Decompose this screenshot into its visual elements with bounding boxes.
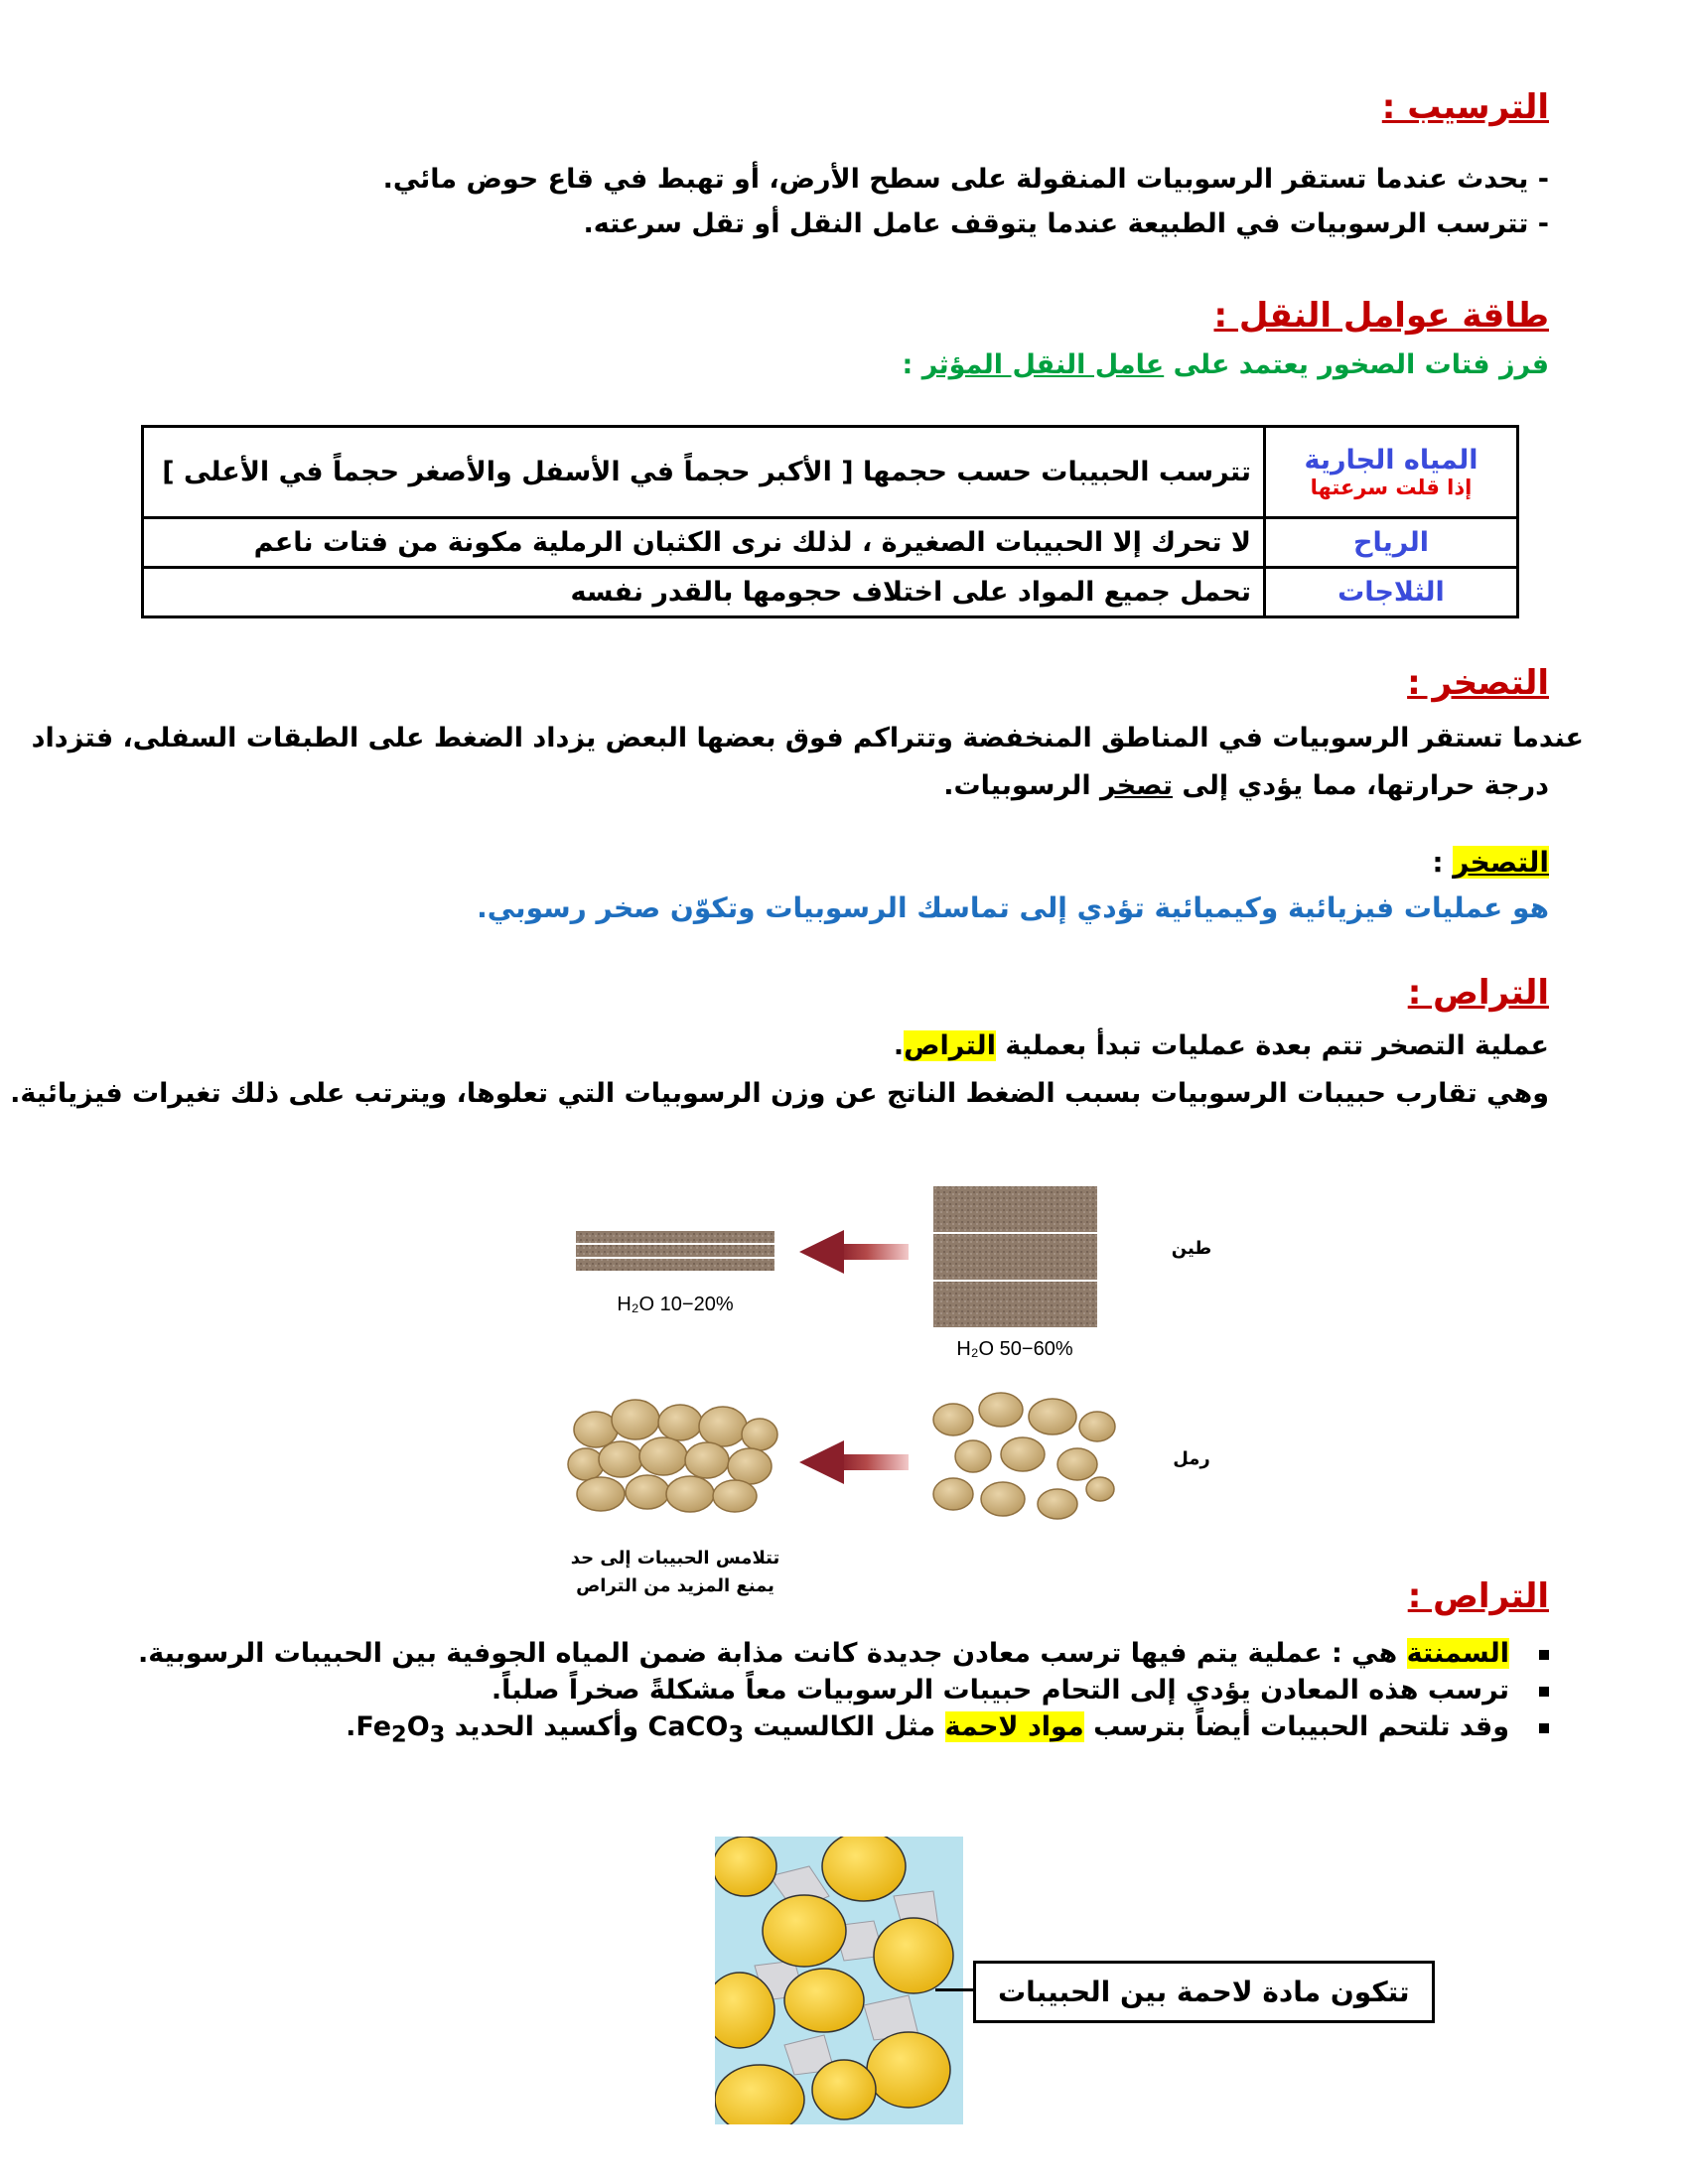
loose-sand [933,1393,1115,1519]
clay-before-water: 50−60% H₂O [956,1338,1073,1360]
table-row [143,427,1518,518]
sedimentation-heading: الترسيب : [1381,87,1549,127]
cementation-heading: التراص : [1407,1576,1549,1616]
cementation-definition: هي : عملية يتم فيها ترسب معادن جديدة كانت مذابة ضمن المياه الجوفية بين الحبيبات الرسوبية. [137,1638,1407,1669]
lithification-heading: التصخر : [1407,663,1549,703]
cementing-text: وقد تلتحم الحبيبات أيضاً بترسب [1083,1711,1509,1742]
agent-name: الرياح [1265,518,1518,568]
lithification-paragraph-line-2 [943,770,1549,801]
compaction-term: التراص [904,1030,996,1061]
paragraph-text: درجة حرارتها، مما يؤدي إلى [1173,770,1549,801]
lithification-definition-label [1432,846,1549,879]
cementing-text-3: وأكسيد الحديد [445,1711,648,1742]
compacted-clay [576,1231,774,1271]
cementing-text-2: مثل الكالسيت [744,1711,945,1742]
compaction-heading: التراص : [1407,973,1549,1013]
agent-cell [1265,427,1518,518]
subheading-colon: : [902,349,922,380]
arrow-left-icon [799,1230,909,1274]
cementation-list [138,1638,1549,1753]
compacted-sand [568,1400,777,1512]
lithification-paragraph-line-1: عندما تستقر الرسوبيات في المناطق المنخفضة وتتراكم فوق بعضها البعض يزداد الضغط على الطبقات السفلى، فتزداد [31,723,1584,753]
table-row [143,568,1518,617]
cementing-term: مواد لاحمة [944,1711,1084,1742]
cementation-term: السمنتة [1406,1638,1509,1669]
figure-caption-line-2: يمنع المزيد من التراص [576,1575,774,1596]
iron-subscript: 2 [391,1721,407,1748]
calcite-subscript: 3 [728,1721,744,1748]
definition-term: التصخر [1453,846,1549,879]
compaction-text: عملية التصخر تتم بعدة عمليات تبدأ بعملية [995,1030,1549,1061]
calcite-base: CaCO [647,1711,729,1742]
compaction-line-1 [894,1030,1549,1061]
sedimentation-line-1: - يحدث عندما تستقر الرسوبيات المنقولة على سطح الأرض، أو تهبط في قاع حوض مائي. [382,164,1549,195]
cement-callout-box: تتكون مادة لاحمة بين الحبيبات [973,1961,1435,2023]
iron-symbol: Fe [355,1711,392,1742]
list-item [138,1711,1549,1747]
bullet-icon [1539,1687,1549,1697]
arrow-left-icon [799,1440,909,1484]
oxygen-subscript: 3 [429,1721,446,1748]
sedimentation-line-2: - تترسب الرسوبيات في الطبيعة عندما يتوقف عامل النقل أو تقل سرعته. [583,208,1549,239]
cementing-dot: . [346,1711,356,1742]
callout-connector [935,1988,973,1991]
oxygen-symbol: O [406,1711,430,1742]
list-item [138,1638,1549,1669]
agent-description: تترسب الحبيبات حسب حجمها [ الأكبر حجماً في الأسفل والأصغر حجماً في الأعلى ] [143,427,1265,518]
transport-energy-heading: طاقة عوامل النقل : [1213,296,1549,336]
clay-after-water: 10−20% H₂O [617,1294,734,1315]
clay-label: طين [1171,1238,1212,1259]
agent-description: تحمل جميع المواد على اختلاف حجومها بالقدر نفسه [143,568,1265,617]
compaction-line-2: وهي تقارب حبيبات الرسوبيات بسبب الضغط الناتج عن وزن الرسوبيات التي تعلوها، ويترتب على ذلك تغيرات فيزيائية. [10,1078,1549,1109]
figure-caption-line-1: تتلامس الحبيبات إلى حد [570,1548,780,1569]
list-item [138,1675,1549,1706]
paragraph-text-end: الرسوبيات. [943,770,1101,801]
uncompacted-clay [933,1186,1097,1327]
transport-energy-subheading [902,349,1549,380]
definition-colon: : [1432,846,1454,879]
agent-name: المياه الجارية [1304,445,1478,476]
bullet-icon [1539,1650,1549,1660]
iron-oxide-formula [355,1711,446,1748]
paragraph-underlined: تصخر [1100,770,1174,801]
cementation-effect: ترسب هذه المعادن يؤدي إلى التحام حبيبات الرسوبيات معاً مشكلةً صخراً صلباً. [491,1675,1509,1706]
calcite-formula [647,1711,744,1748]
table-row [143,518,1518,568]
agent-description: لا تحرك إلا الحبيبات الصغيرة ، لذلك نرى الكثبان الرملية مكونة من فتات ناعم [143,518,1265,568]
sand-label: رمل [1173,1448,1210,1469]
bullet-icon [1539,1723,1549,1733]
compaction-diagram [556,1166,1231,1603]
subheading-text: فرز فتات الصخور يعتمد على [1164,349,1549,380]
lithification-definition: هو عمليات فيزيائية وكيميائية تؤدي إلى تماسك الرسوبيات وتكوّن صخر رسوبي. [477,891,1549,924]
subheading-underlined: عامل النقل المؤثر [921,349,1165,380]
transport-agents-table [141,425,1519,618]
compaction-dot: . [893,1030,905,1061]
agent-name: الثلاجات [1265,568,1518,617]
cementation-diagram [715,1837,963,2124]
agent-condition: إذا قلت سرعتها [1310,476,1473,499]
